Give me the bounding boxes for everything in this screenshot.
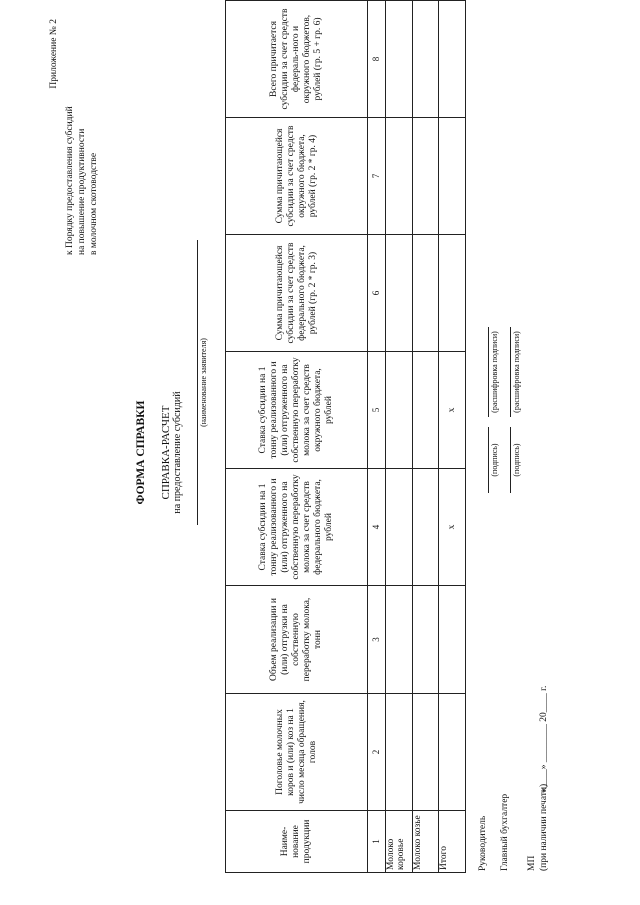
table-cell [412,235,439,352]
table-cell [386,118,413,235]
head-signature-line [488,427,489,493]
applicant-caption: (наименование заявителя) [199,338,208,427]
appendix-line-2: на повышение продуктивности [77,128,87,255]
accountant-decode-line [510,327,511,417]
header-district-sum: Сумма причитающейся субсидии за счет средств окружного бюджета, рублей (гр. 2 * гр. 4) [226,118,368,235]
header-milk-volume: Объем реализации и (или) отгрузки на собственную переработку молока, тонн [226,586,368,694]
row-label: Молоко коровье [386,811,413,873]
seal-note: (при наличии печати) [539,783,549,871]
column-number: 5 [368,352,386,469]
head-signature-caption: (подпись) [490,443,499,477]
header-federal-sum: Сумма причитающейся субсидии за счет средств федерального бюджета, рублей (гр. 2 * гр. 3) [226,235,368,352]
column-number: 6 [368,235,386,352]
table-cell: х [439,352,466,469]
column-number: 3 [368,586,386,694]
table-cell [412,694,439,811]
table-header-row [226,1,368,873]
form-title: ФОРМА СПРАВКИ [135,400,147,505]
head-label: Руководитель [478,815,488,871]
header-district-rate: Ставка субсидии на 1 тонну реализованного и (или) отгруженного на собственную переработку молока за счет средств окружного бюджета, рублей [226,352,368,469]
table-cell [412,469,439,586]
column-number: 2 [368,694,386,811]
table-cell [439,235,466,352]
table-cell [386,352,413,469]
header-product-name: Наиме-нование продукции [226,811,368,873]
appendix-block [48,5,100,255]
appendix-line-1: к Порядку предоставления субсидий [65,106,75,255]
head-decode-caption: (расшифровка подписи) [490,331,499,413]
table-cell: х [439,469,466,586]
table-cell [386,586,413,694]
row-label: Молоко козье [412,811,439,873]
header-livestock-count: Поголовье молочных коров и (или) коз на 1 число месяца обращения, голов [226,694,368,811]
seal-label: МП [527,855,537,871]
column-number: 7 [368,118,386,235]
appendix-number: Приложение № 2 [49,19,59,89]
appendix-line-3: в молочном скотоводстве [89,152,99,255]
table-cell [439,118,466,235]
reference-title: СПРАВКА-РАСЧЕТ [160,405,172,500]
column-number-row [368,1,386,873]
row-label: Итого [439,811,466,873]
table-cell [412,1,439,118]
table-row-cow-milk [386,1,413,873]
date-line: «____» ________ 20____ г. [539,685,549,793]
table-cell [412,586,439,694]
column-number: 4 [368,469,386,586]
table-cell [412,118,439,235]
applicant-name-line [197,240,198,525]
table-cell [386,694,413,811]
head-decode-line [488,327,489,417]
table-row-total [439,1,466,873]
table-row-goat-milk [412,1,439,873]
column-number: 1 [368,811,386,873]
accountant-signature-caption: (подпись) [512,443,521,477]
table-cell [386,1,413,118]
table-cell [439,1,466,118]
subsidy-calculation-table [225,0,466,873]
header-total-sum: Всего причитается субсидии за счет средств федераль-ного и окружного бюджетов, рублей (гр. 5 + гр. 6) [226,1,368,118]
accountant-decode-caption: (расшифровка подписи) [512,331,521,413]
accountant-signature-line [510,427,511,493]
column-number: 8 [368,1,386,118]
table-cell [412,352,439,469]
reference-subtitle: на предоставление субсидий [172,391,183,514]
accountant-label: Главный бухгалтер [500,793,510,871]
table-cell [386,235,413,352]
header-federal-rate: Ставка субсидии на 1 тонну реализованного и (или) отгруженного на собственную переработку молока за счет средств федерального бюджета, рублей [226,469,368,586]
table-cell [386,469,413,586]
table-cell [439,586,466,694]
table-cell [439,694,466,811]
